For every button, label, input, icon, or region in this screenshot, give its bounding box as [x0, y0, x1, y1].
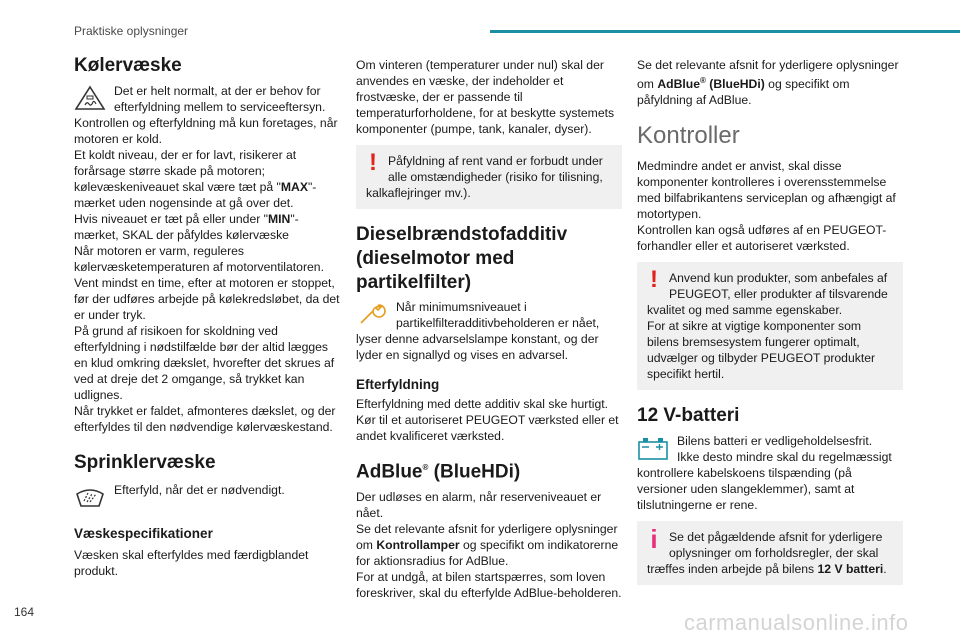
wrench-icon	[356, 301, 390, 327]
info-callout-battery	[637, 521, 903, 585]
washer-para-1: Efterfyld, når det er nødvendigt.	[114, 483, 285, 497]
coolant-para-7: Vent mindst en time, efter at motoren er stoppet, før der udføres arbejde på kølekredsløbet, da det er under tryk.	[74, 276, 340, 322]
column-2	[356, 57, 622, 601]
spec-para-1: Væsken skal efterfyldes med færdigblandet produkt.	[74, 548, 309, 578]
column-1	[74, 52, 342, 579]
min-label: MIN	[268, 212, 291, 226]
heading-fluid-spec: Væskespecifikationer	[74, 526, 213, 541]
battery-para-2: Ikke desto mindre skal du regelmæssigt kontrollere kabelskoens tilspænding (på versioner uden slangeklemmer), samt at tilslutningerne er rene.	[637, 450, 892, 513]
heading-kontroller: Kontroller	[637, 122, 740, 150]
heading-washer-fluid: Sprinklervæske	[74, 452, 216, 473]
heading-adblue: AdBlue® (BlueHDi)	[356, 461, 521, 483]
heading-battery: 12 V-batteri	[637, 405, 740, 427]
warning-exclamation-icon: !	[369, 149, 377, 176]
coolant-para-6: Når motoren er varm, reguleres kølervæsketemperaturen af motorventilatoren.	[74, 244, 324, 274]
kontroller-para-2: Kontrollen kan også udføres af en PEUGEOT-forhandler eller et autoriseret værksted.	[637, 223, 887, 254]
warning-water-text: Påfyldning af rent vand er forbudt under alle omstændigheder (risiko for tilisning, kalkaflejringer mv.).	[366, 154, 603, 200]
warning-callout-water	[356, 145, 622, 209]
coolant-para-4: kølevæskeniveauet skal være tæt på "MAX"-mærket uden nogensinde at gå over det.	[74, 180, 317, 210]
page-number: 164	[14, 605, 35, 619]
kontroller-para-1: Medmindre andet er anvist, skal disse komponenter kontrolleres i overensstemmelse med bilfabrikantens serviceplan og afhængigt af motortypen.	[637, 159, 896, 222]
warning-triangle-icon	[74, 85, 108, 111]
heading-coolant: Kølervæske	[74, 55, 182, 76]
coolant-para-5: Hvis niveauet er tæt på eller under "MIN"-mærket, SKAL der påfyldes kølervæske	[74, 212, 299, 242]
battery-icon	[637, 435, 671, 461]
diesel-intro	[356, 299, 622, 363]
adblue-reference: Se det relevante afsnit for yderligere oplysninger om AdBlue® (BlueHDi) og specifikt om påfyldning af AdBlue.	[637, 58, 899, 108]
coolant-para-9: Når trykket er faldet, afmonteres dækslet, og der efterfyldes til den nødvendige kølervæskestand.	[74, 404, 336, 434]
battery-intro	[637, 433, 903, 513]
washer-intro	[74, 482, 342, 512]
max-label: MAX	[280, 180, 308, 194]
warning-exclamation-icon: !	[650, 266, 658, 294]
adblue-para-2: Se det relevante afsnit for yderligere oplysninger om Kontrollamper og specifikt om indikatorerne for aktionsradius for AdBlue.	[356, 522, 619, 569]
coolant-intro	[74, 83, 342, 115]
warning-products-text: Anvend kun produkter, som anbefales af PEUGEOT, eller produkter af tilsvarende kvalitet og med samme egenskaber.	[647, 271, 888, 318]
warning-callout-products	[637, 262, 903, 390]
battery-ref: 12 V batteri	[817, 562, 884, 577]
kontrollamper-ref: Kontrollamper	[376, 538, 460, 553]
coolant-para-2: Kontrollen og efterfyldning må kun foretages, når motoren er kold.	[74, 116, 338, 146]
adblue-para-1: Der udløses en alarm, når reserveniveauet er nået.	[356, 490, 602, 521]
coolant-para-3: Et koldt niveau, der er for lavt, risikerer at forårsage større skade på motoren;	[74, 148, 297, 178]
adblue-para-3: For at undgå, at bilen startspærres, som loven foreskriver, skal du efterfylde AdBlue-beholderen.	[356, 570, 622, 601]
winter-para: Om vinteren (temperaturer under nul) skal der anvendes en væske, der indeholder et frostvæske, der er passende til temperaturforholdene, for at beskytte systemets komponenter (pumpe, tank, kanaler, dyser).	[356, 58, 615, 136]
info-icon: i	[650, 524, 658, 555]
running-header: Praktiske oplysninger	[74, 24, 189, 38]
battery-para-1: Bilens batteri er vedligeholdelsesfrit.	[677, 434, 873, 449]
header-accent-bar	[490, 30, 960, 33]
heading-refill: Efterfyldning	[356, 377, 440, 392]
heading-diesel-additive: Dieselbrændstofadditiv (dieselmotor med partikelfilter)	[356, 224, 568, 293]
windshield-washer-icon	[74, 484, 108, 510]
coolant-para-1: Det er helt normalt, at der er behov for efterfyldning mellem to serviceeftersyn.	[114, 84, 326, 114]
column-3	[637, 57, 903, 585]
coolant-para-8: På grund af risikoen for skoldning ved efterfyldning i nødstilfælde bør der altid lægges en klud omkring dækslet, hvorefter det skrues af ved at dreje det 2 omgange, så trykket kan udlignes.	[74, 324, 335, 402]
info-battery-text: Se det pågældende afsnit for yderligere oplysninger om forholdsregler, der skal træffes inden arbejde på bilens 12 V batteri.	[647, 530, 887, 577]
refill-para: Efterfyldning med dette additiv skal ske hurtigt. Kør til et autoriseret PEUGEOT værksted eller et andet kvalificeret værksted.	[356, 397, 619, 443]
watermark: carmanualsonline.info	[684, 610, 909, 635]
diesel-para-1: Når minimumsniveauet i partikelfilteradditivbeholderen er nået, lyser denne advarselslampe konstant, og der lyder en signallyd og vises en advarsel.	[356, 300, 600, 362]
warning-products-text-2: For at sikre at vigtige komponenter som bilens bremsesystem fungerer optimalt, udvælger og tilbyder PEUGEOT produkter specifikt hertil.	[647, 319, 876, 382]
